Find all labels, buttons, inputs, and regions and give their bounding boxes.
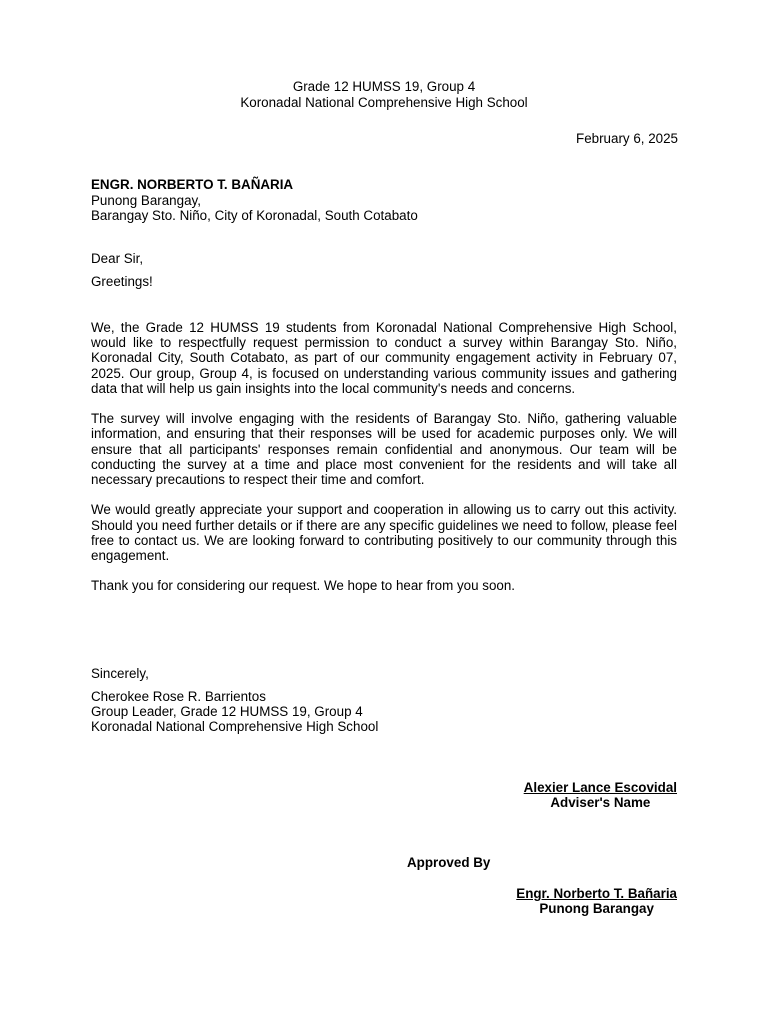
approver-label: Punong Barangay: [539, 901, 654, 917]
approver-name: Engr. Norberto T. Bañaria: [516, 886, 677, 901]
letter-header: [0, 79, 768, 110]
adviser-name: Alexier Lance Escovidal: [523, 780, 677, 795]
adviser-label: Adviser's Name: [550, 795, 651, 811]
signer-name: Cherokee Rose R. Barrientos: [91, 689, 266, 704]
approved-by-label: Approved By: [407, 855, 491, 870]
body-paragraph: Thank you for considering our request. We hope to hear from you soon.: [91, 578, 516, 594]
signer-school: Koronadal National Comprehensive High School: [91, 719, 379, 735]
adviser-signature-block: [524, 780, 677, 810]
header-group-line: Grade 12 HUMSS 19, Group 4: [292, 79, 476, 94]
approver-signature-block: [516, 886, 677, 916]
body-paragraph: We would greatly appreciate your support and cooperation in allowing us to carry out this activity. Should you need further details or if there are any specific guidelines we need to follow, please feel free to contact us. We are looking forward to contributing positively to our community through this engagement.: [91, 502, 677, 564]
signer-block: [91, 689, 378, 735]
body-paragraph: The survey will involve engaging with the residents of Barangay Sto. Niño, gathering valuable information, and ensuring that their responses will be used for academic purposes only. We will ensure that all participants' responses remain confidential and anonymous. Our team will be conducting the survey at a time and place most convenient for the residents and will take all necessary precautions to respect their time and comfort.: [91, 411, 677, 488]
recipient-address: Barangay Sto. Niño, City of Koronadal, South Cotabato: [91, 208, 418, 223]
signer-role: Group Leader, Grade 12 HUMSS 19, Group 4: [91, 704, 363, 720]
recipient-title: Punong Barangay,: [91, 192, 201, 208]
salutation: Dear Sir,: [91, 251, 144, 266]
closing: Sincerely,: [91, 666, 149, 681]
recipient-name: ENGR. NORBERTO T. BAÑARIA: [91, 177, 294, 192]
body-paragraph: We, the Grade 12 HUMSS 19 students from Koronadal National Comprehensive High School, would like to respectfully request permission to conduct a survey within Barangay Sto. Niño, Koronadal City, South Cotabato, as part of our community engagement activity in February 07, 2025. Our group, Group 4, is focused on understanding various community issues and gathering data that will help us gain insights into the local community's needs and concerns.: [91, 320, 677, 396]
header-school-line: Koronadal National Comprehensive High School: [240, 94, 528, 110]
letter-body: [91, 320, 677, 609]
letter-date: February 6, 2025: [576, 131, 678, 146]
greeting: Greetings!: [91, 274, 153, 289]
recipient-block: [91, 177, 418, 224]
